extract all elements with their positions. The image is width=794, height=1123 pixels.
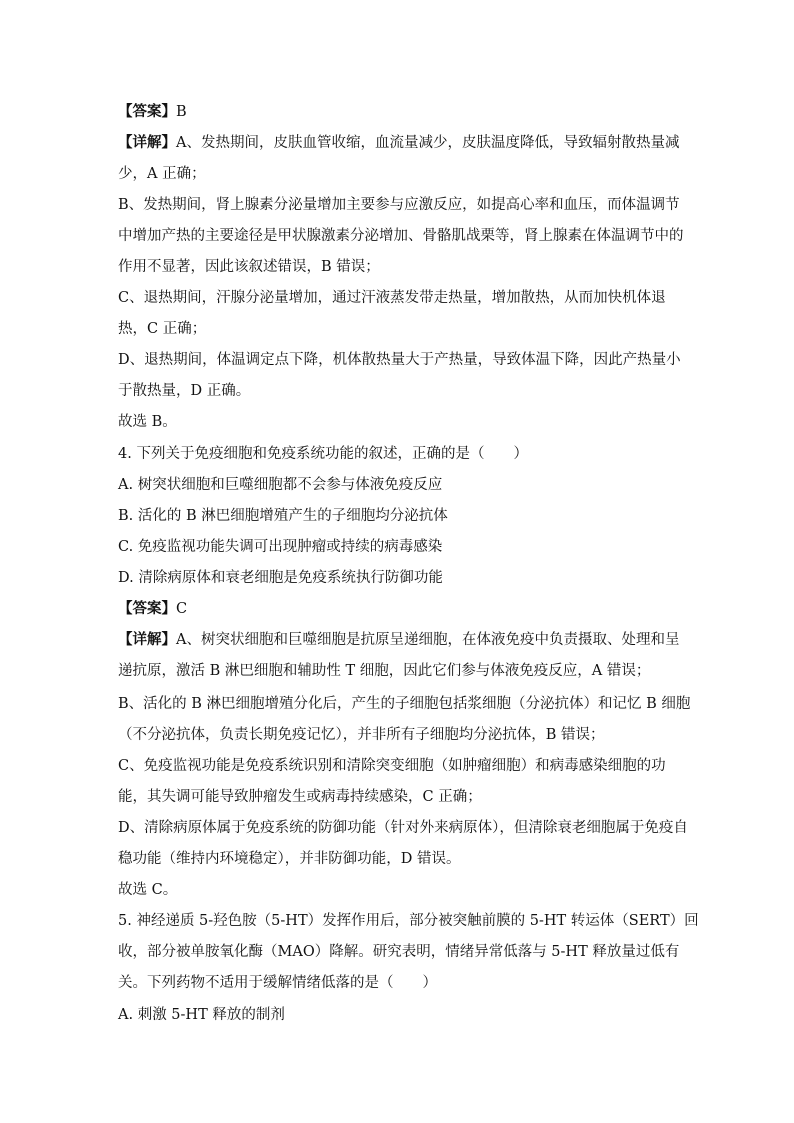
q5-stem-line: 5. 神经递质 5-羟色胺（5-HT）发挥作用后，部分被突触前膜的 5-HT 转运体（SERT）回 — [118, 913, 699, 929]
q3-detail-line: 热，C 正确； — [118, 321, 207, 337]
q3-detail-line: C、退热期间，汗腺分泌量增加，通过汗液蒸发带走热量，增加散热，从而加快机体退 — [118, 290, 666, 306]
q5-stem-line: 收，部分被单胺氧化酶（MAO）降解。研究表明，情绪异常低落与 5-HT 释放量过低有 — [118, 944, 680, 960]
q3-detail-line: 于散热量，D 正确。 — [118, 383, 251, 399]
answer-value: C — [176, 601, 188, 617]
q4-detail-line: （不分泌抗体，负责长期免疫记忆），并非所有子细胞均分泌抗体，B 错误； — [118, 727, 605, 743]
q4-detail-line: D、清除病原体属于免疫系统的防御功能（针对外来病原体），但清除衰老细胞属于免疫自 — [118, 820, 688, 836]
q3-detail-line: D、退热期间，体温调定点下降，机体散热量大于产热量，导致体温下降，因此产热量小 — [118, 352, 681, 368]
q4-option-b: B. 活化的 B 淋巴细胞增殖产生的子细胞均分泌抗体 — [118, 508, 448, 524]
q4-detail-line: 能，其失调可能导致肿瘤发生或病毒持续感染，C 正确； — [118, 789, 482, 805]
answer-label: 【答案】 — [118, 103, 176, 120]
q4-stem: 4. 下列关于免疫细胞和免疫系统功能的叙述，正确的是（ ） — [118, 446, 528, 462]
q4-option-a: A. 树突状细胞和巨噬细胞都不会参与体液免疫反应 — [118, 477, 443, 493]
q4-conclusion: 故选 C。 — [118, 882, 178, 898]
q4-detail-line: B、活化的 B 淋巴细胞增殖分化后，产生的子细胞包括浆细胞（分泌抗体）和记忆 B 细胞 — [118, 696, 691, 712]
q4-detail-line: C、免疫监视功能是免疫系统识别和清除突变细胞（如肿瘤细胞）和病毒感染细胞的功 — [118, 758, 666, 774]
q4-detail-line: 【详解】A、树突状细胞和巨噬细胞是抗原呈递细胞，在体液免疫中负责摄取、处理和呈 — [118, 631, 680, 648]
answer-label: 【答案】 — [118, 600, 176, 617]
answer-value: B — [176, 104, 187, 120]
q4-answer — [118, 599, 678, 619]
q4-option-c: C. 免疫监视功能失调可出现肿瘤或持续的病毒感染 — [118, 539, 443, 555]
q5-stem-line: 关。下列药物不适用于缓解情绪低落的是（ ） — [118, 975, 437, 991]
q3-answer — [118, 102, 678, 122]
q4-detail-line: 递抗原，激活 B 淋巴细胞和辅助性 T 细胞，因此它们参与体液免疫反应，A 错误； — [118, 663, 651, 679]
q3-conclusion: 故选 B。 — [118, 414, 177, 430]
q4-detail-line: 稳功能（维持内环境稳定），并非防御功能，D 错误。 — [118, 851, 461, 867]
q4-option-d: D. 清除病原体和衰老细胞是免疫系统执行防御功能 — [118, 570, 443, 586]
q5-option-a: A. 刺激 5-HT 释放的制剂 — [118, 1007, 285, 1023]
q3-detail-line: B、发热期间，肾上腺素分泌量增加主要参与应激反应，如提高心率和血压，而体温调节 — [118, 197, 680, 213]
detail-label: 【详解】 — [118, 631, 176, 648]
q3-detail-line: 作用不显著，因此该叙述错误，B 错误； — [118, 259, 380, 275]
q3-detail-line: 中增加产热的主要途径是甲状腺激素分泌增加、骨骼肌战栗等，肾上腺素在体温调节中的 — [118, 228, 684, 244]
detail-label: 【详解】 — [118, 134, 176, 151]
q3-detail-line: 少，A 正确； — [118, 166, 206, 182]
q3-detail-line: 【详解】A、发热期间，皮肤血管收缩，血流量减少，皮肤温度降低，导致辐射散热量减 — [118, 134, 680, 151]
